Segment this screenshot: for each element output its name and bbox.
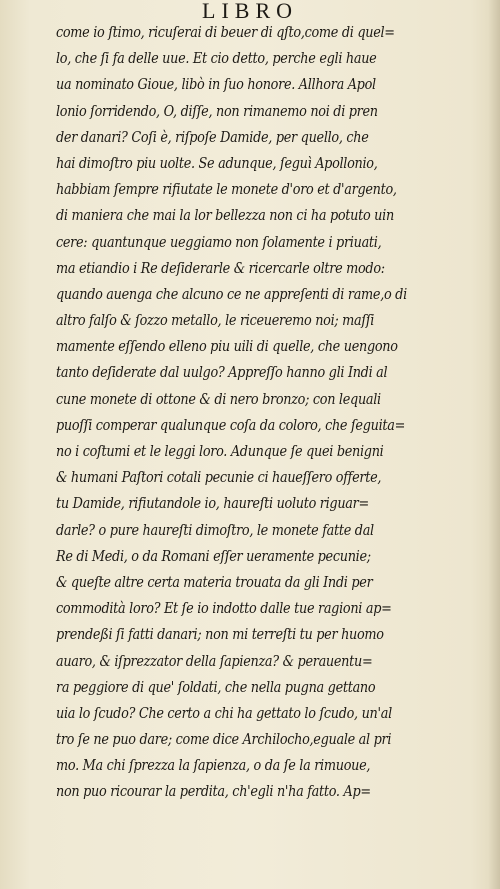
- text-line: auaro, & iſprezzator della ſapienza? & perauentu=: [56, 652, 373, 670]
- text-line: mamente eſſendo elleno piu uili di quelle, che uengono: [56, 338, 398, 356]
- text-line: & queſte altre certa materia trouata da gli Indi per: [56, 573, 373, 591]
- text-line: tu Damide, rifiutandole io, haureſti uoluto riguar=: [56, 495, 369, 513]
- text-line: mo. Ma chi ſprezza la ſapienza, o da ſe la rimuoue,: [56, 757, 371, 775]
- text-line: Re di Medi, o da Romani eſſer ueramente pecunie;: [56, 547, 371, 565]
- text-line: cere: quantunque ueggiamo non ſolamente i priuati,: [56, 233, 382, 251]
- text-line: prendeßi ſi fatti danari; non mi terreſti tu per huomo: [56, 626, 384, 644]
- text-line: quando auenga che alcuno ce ne appreſenti di rame,o di: [56, 285, 407, 303]
- text-line: di maniera che mai la lor bellezza non ci ha potuto uin: [56, 207, 394, 225]
- running-head: LIBRO: [202, 0, 298, 23]
- text-line: habbiam ſempre rifiutate le monete d'oro et d'argento,: [56, 181, 397, 199]
- text-line: come io ſtimo, ricuſerai di beuer di qſto,come di quel=: [56, 24, 395, 41]
- text-line: lo, che ſi fa delle uue. Et cio detto, perche egli haue: [56, 50, 377, 68]
- text-line: ra peggiore di que' ſoldati, che nella pugna gettano: [56, 678, 376, 696]
- page-edge-shadow: [488, 0, 500, 889]
- text-line: altro falſo & ſozzo metallo, le riceueremo noi; maſſi: [56, 312, 375, 330]
- text-line: lonio ſorridendo, O, diſſe, non rimanemo noi di pren: [56, 102, 378, 120]
- text-line: no i coſtumi et le leggi loro. Adunque ſe quei benigni: [56, 443, 384, 460]
- text-line: cune monete di ottone & di nero bronzo; con lequali: [56, 390, 381, 408]
- text-block: [56, 20, 496, 806]
- text-line: puoſſi comperar qualunque coſa da coloro, che ſeguita=: [56, 416, 406, 434]
- text-line: ua nominato Gioue, libò in ſuo honore. Allhora Apol: [56, 76, 376, 94]
- text-line: darle? o pure haureſti dimoſtro, le monete fatte dal: [56, 521, 374, 539]
- text-line: der danari? Coſi è, riſpoſe Damide, per quello, che: [56, 128, 369, 146]
- text-line: uia lo ſcudo? Che certo a chi ha gettato lo ſcudo, un'al: [56, 704, 392, 722]
- text-line: commodità loro? Et ſe io indotto dalle tue ragioni ap=: [56, 600, 392, 618]
- text-line: non puo ricourar la perdita, ch'egli n'ha fatto. Ap=: [56, 783, 371, 801]
- text-line: tro ſe ne puo dare; come dice Archilocho,eguale al pri: [56, 731, 392, 749]
- text-line: & humani Paſtori cotali pecunie ci haueſſero offerte,: [56, 469, 382, 487]
- text-line: hai dimoſtro piu uolte. Se adunque, ſeguì Apollonio,: [56, 154, 378, 172]
- text-line: ma etiandio i Re deſiderarle & ricercarle oltre modo:: [56, 259, 385, 277]
- text-line: tanto deſiderate dal uulgo? Appreſſo hanno gli Indi al: [56, 364, 388, 382]
